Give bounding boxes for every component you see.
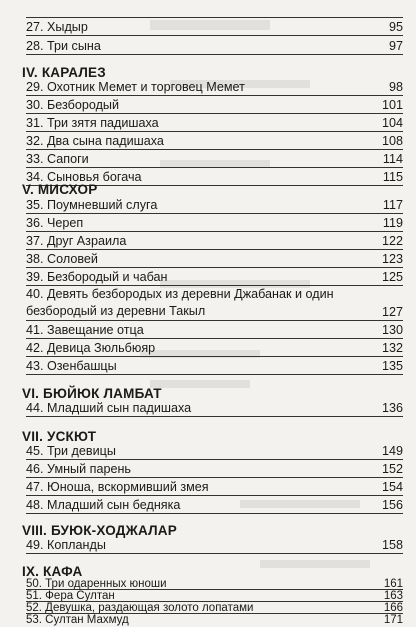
toc-entry[interactable] xyxy=(0,321,416,340)
toc-entry-title: 34. Сыновья богача xyxy=(26,170,142,184)
toc-entry-page: 115 xyxy=(382,170,403,184)
toc-entry-page: 154 xyxy=(381,480,403,494)
entry-divider xyxy=(26,513,403,514)
entry-divider xyxy=(26,416,403,417)
section-heading: VI. БЮЙЮК ЛАМБАТ xyxy=(22,386,162,401)
toc-entry-page: 104 xyxy=(381,116,403,130)
toc-entry[interactable] xyxy=(0,214,416,233)
entry-divider xyxy=(26,374,403,375)
toc-entry[interactable] xyxy=(0,78,416,97)
toc-entry-title: 31. Три зятя падишаха xyxy=(26,116,159,130)
toc-entry[interactable] xyxy=(0,96,416,115)
toc-entry-page: 122 xyxy=(381,234,403,248)
toc-entry-title: 32. Два сына падишаха xyxy=(26,134,164,148)
toc-entry-title: 30. Безбородый xyxy=(26,98,120,112)
toc-entry[interactable] xyxy=(0,536,416,555)
toc-entry-page: 136 xyxy=(381,401,403,415)
section-heading: V. МИСХОР xyxy=(22,182,98,197)
entry-divider xyxy=(26,553,403,554)
toc-entry-title: 39. Безбородый и чабан xyxy=(26,270,168,284)
toc-entry-page: 161 xyxy=(383,578,403,590)
entry-divider xyxy=(26,35,403,36)
toc-entry-page: 108 xyxy=(381,134,403,148)
toc-entry-title: 27. Хыдыр xyxy=(26,20,88,34)
toc-entry-page: 171 xyxy=(383,614,403,626)
toc-entry-title: 38. Соловей xyxy=(26,252,98,266)
entry-divider xyxy=(26,54,403,55)
section-heading: IV. КАРАЛЕЗ xyxy=(22,65,106,80)
toc-entry-page: 152 xyxy=(381,462,403,476)
toc-entry[interactable] xyxy=(0,357,416,376)
toc-entry-title: 44. Младший сын падишаха xyxy=(26,401,192,415)
toc-entry[interactable] xyxy=(0,114,416,133)
toc-entry-title: 29. Охотник Мемет и торговец Мемет xyxy=(26,80,245,94)
toc-entry-title: 53. Султан Махмуд xyxy=(26,614,129,626)
toc-entry-page: 163 xyxy=(383,590,403,602)
toc-entry-page: 95 xyxy=(388,20,403,34)
toc-entry[interactable] xyxy=(0,196,416,215)
toc-entry[interactable] xyxy=(0,590,416,602)
toc-entry-title: 49. Копланды xyxy=(26,538,106,552)
toc-entry-title: 50. Три одаренных юноши xyxy=(26,578,167,590)
toc-entry-title: 40. Девять безбородых из деревни Джабанак и один безбородый из деревни Такыл xyxy=(26,287,334,318)
toc-entry-page: 127 xyxy=(381,305,403,319)
toc-entry-title: 51. Фера Султан xyxy=(26,590,115,602)
toc-entry-title: 35. Поумневший слуга xyxy=(26,198,158,212)
section-heading: VII. УСКЮТ xyxy=(22,429,97,444)
toc-entry[interactable] xyxy=(0,232,416,251)
section-heading: IX. КАФА xyxy=(22,564,83,579)
toc-entry-title: 46. Умный парень xyxy=(26,462,131,476)
toc-entry[interactable] xyxy=(0,339,416,358)
toc-entry-page: 97 xyxy=(388,39,403,53)
toc-entry-page: 101 xyxy=(381,98,403,112)
toc-entry-page: 166 xyxy=(383,602,403,614)
toc-entry-page: 125 xyxy=(381,270,403,284)
toc-entry-title: 45. Три девицы xyxy=(26,444,116,458)
toc-entry-title: 36. Череп xyxy=(26,216,84,230)
toc-entry-page: 135 xyxy=(381,359,403,373)
toc-entry[interactable] xyxy=(0,399,416,418)
toc-entry[interactable] xyxy=(0,496,416,515)
toc-entry[interactable] xyxy=(0,18,416,37)
toc-entry[interactable] xyxy=(0,150,416,169)
toc-entry[interactable] xyxy=(0,578,416,590)
toc-entry-page: 117 xyxy=(382,198,403,212)
toc-entry[interactable] xyxy=(0,602,416,614)
toc-entry-page: 149 xyxy=(381,444,403,458)
toc-entry[interactable] xyxy=(0,132,416,151)
toc-entry-page: 132 xyxy=(381,341,403,355)
toc-entry[interactable] xyxy=(0,478,416,497)
toc-entry[interactable] xyxy=(0,268,416,287)
toc-entry-title: 28. Три сына xyxy=(26,39,101,53)
toc-entry-page: 119 xyxy=(382,216,403,230)
toc-entry[interactable] xyxy=(0,286,416,322)
toc-entry[interactable] xyxy=(0,442,416,461)
toc-entry-page: 114 xyxy=(382,152,403,166)
toc-entry[interactable] xyxy=(0,460,416,479)
toc-entry-title: 33. Сапоги xyxy=(26,152,89,166)
toc-entry-page: 98 xyxy=(388,80,403,94)
toc-entry-title: 48. Младший сын бедняка xyxy=(26,498,181,512)
toc-entry-title: 47. Юноша, вскормивший змея xyxy=(26,480,209,494)
toc-entry-title: 43. Озенбашцы xyxy=(26,359,117,373)
toc-entry-title: 41. Завещание отца xyxy=(26,323,144,337)
toc-entry-page: 158 xyxy=(381,538,403,552)
toc-entry-title: 42. Девица Зюльбюяр xyxy=(26,341,156,355)
toc-entry-title: 52. Девушка, раздающая золото лопатами xyxy=(26,602,254,614)
toc-entry[interactable] xyxy=(0,614,416,626)
toc-entry-page: 156 xyxy=(381,498,403,512)
toc-entry[interactable] xyxy=(0,37,416,56)
toc-entry-title: 37. Друг Азраила xyxy=(26,234,127,248)
section-heading: VIII. БУЮК-ХОДЖАЛАР xyxy=(22,523,177,538)
toc-entry-page: 123 xyxy=(381,252,403,266)
toc-entry-page: 130 xyxy=(381,323,403,337)
toc-entry[interactable] xyxy=(0,250,416,269)
